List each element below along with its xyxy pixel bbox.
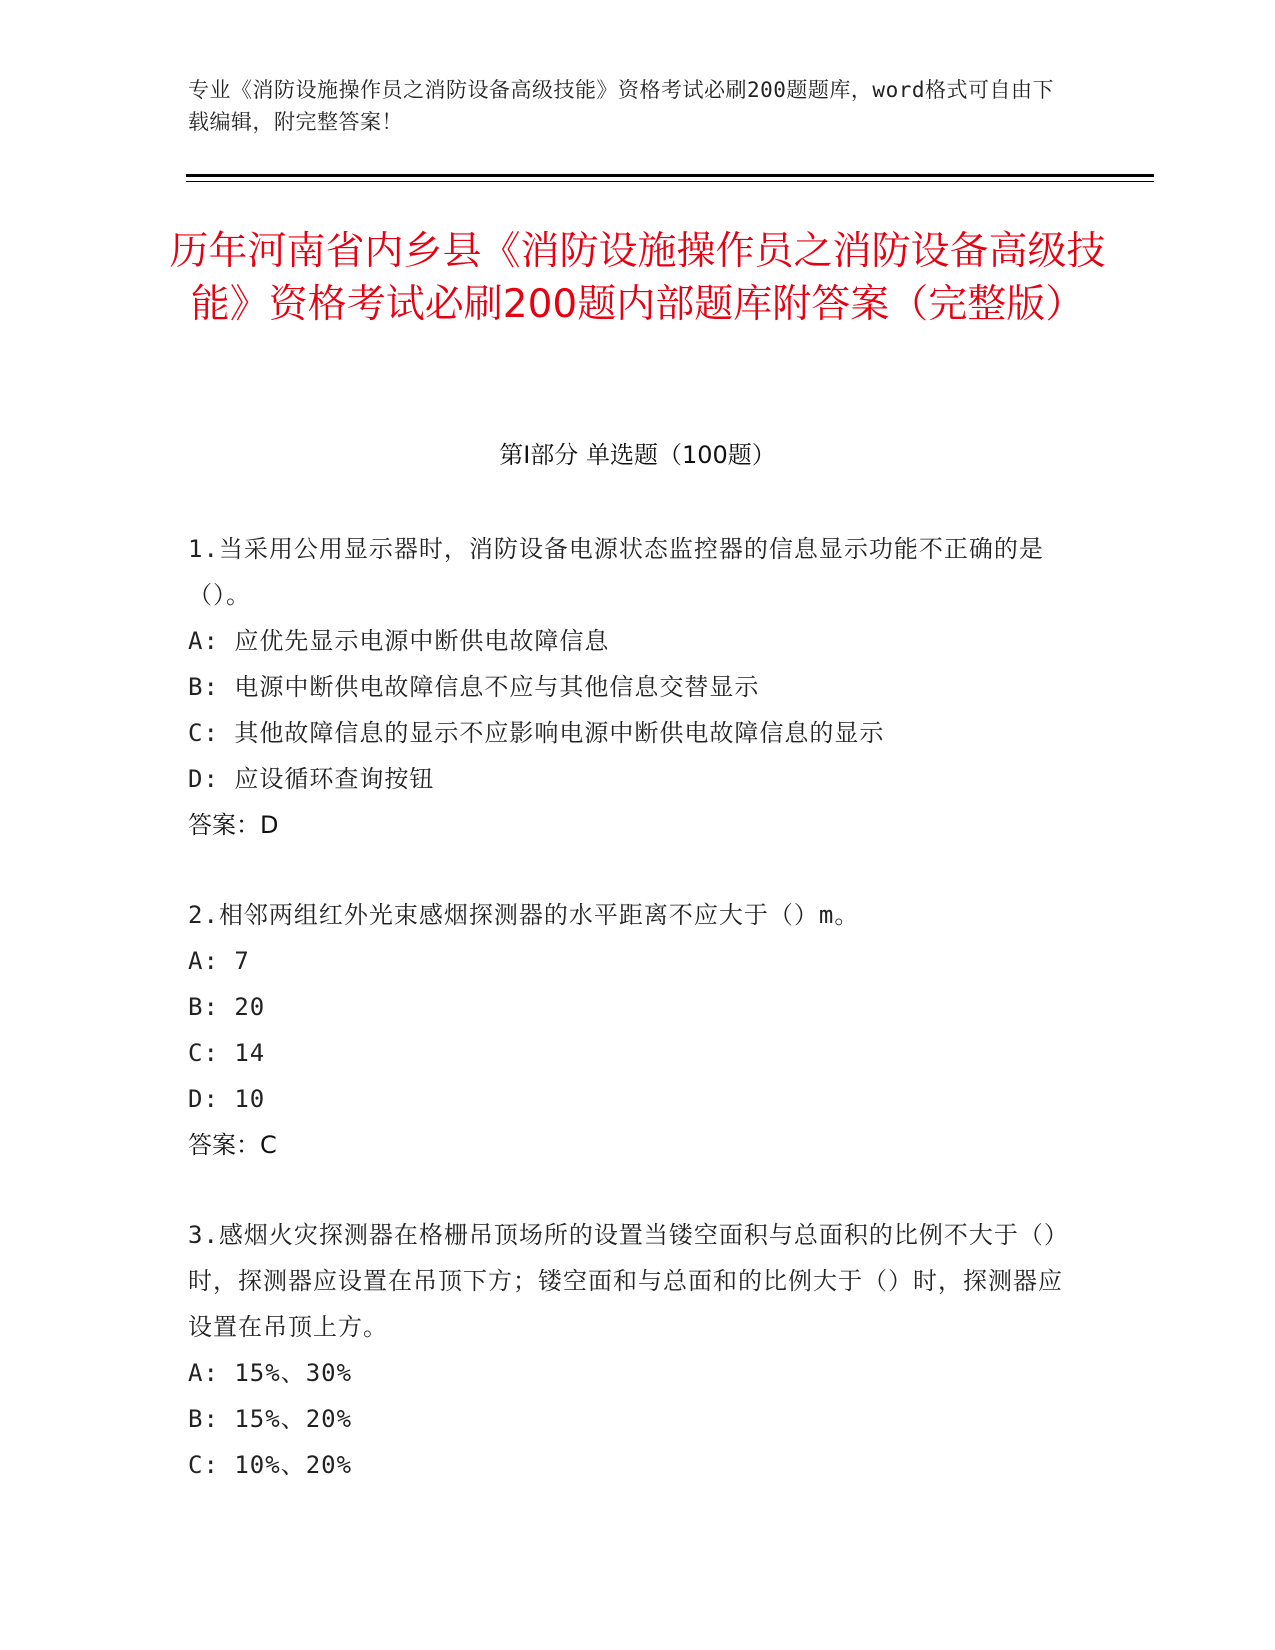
question-stem: 1.当采用公用显示器时，消防设备电源状态监控器的信息显示功能不正确的是（）。	[188, 535, 1044, 609]
question-2	[188, 892, 1068, 1168]
option-a: A: 15%、30%	[188, 1359, 353, 1387]
option-d: D: 10	[188, 1085, 266, 1113]
header-note: 专业《消防设施操作员之消防设备高级技能》资格考试必刷200题题库，word格式可自由下载编辑，附完整答案！	[188, 78, 1054, 134]
option-d: D: 应设循环查询按钮	[188, 765, 435, 793]
header-rule-thick	[186, 174, 1154, 177]
header-rule-thin	[186, 181, 1154, 182]
question-3	[188, 1212, 1068, 1488]
question-1	[188, 526, 1068, 848]
option-c: C: 其他故障信息的显示不应影响电源中断供电故障信息的显示	[188, 719, 885, 747]
option-a: A: 7	[188, 947, 250, 975]
question-list	[188, 526, 1068, 1532]
section-heading: 第Ⅰ部分 单选题（100题）	[499, 441, 776, 469]
option-b: B: 15%、20%	[188, 1405, 353, 1433]
option-a: A: 应优先显示电源中断供电故障信息	[188, 627, 610, 655]
option-b: B: 电源中断供电故障信息不应与其他信息交替显示	[188, 673, 760, 701]
question-stem: 2.相邻两组红外光束感烟探测器的水平距离不应大于（）m。	[188, 901, 860, 929]
option-c: C: 10%、20%	[188, 1451, 353, 1479]
document-title: 历年河南省内乡县《消防设施操作员之消防设备高级技能》资格考试必刷200题内部题库附答案（完整版）	[169, 229, 1106, 327]
answer: 答案：D	[188, 811, 279, 839]
answer: 答案：C	[188, 1131, 277, 1159]
option-b: B: 20	[188, 993, 266, 1021]
question-stem: 3.感烟火灾探测器在格栅吊顶场所的设置当镂空面积与总面积的比例不大于（）时，探测器应设置在吊顶下方；镂空面和与总面和的比例大于（）时，探测器应设置在吊顶上方。	[188, 1221, 1063, 1341]
option-c: C: 14	[188, 1039, 266, 1067]
